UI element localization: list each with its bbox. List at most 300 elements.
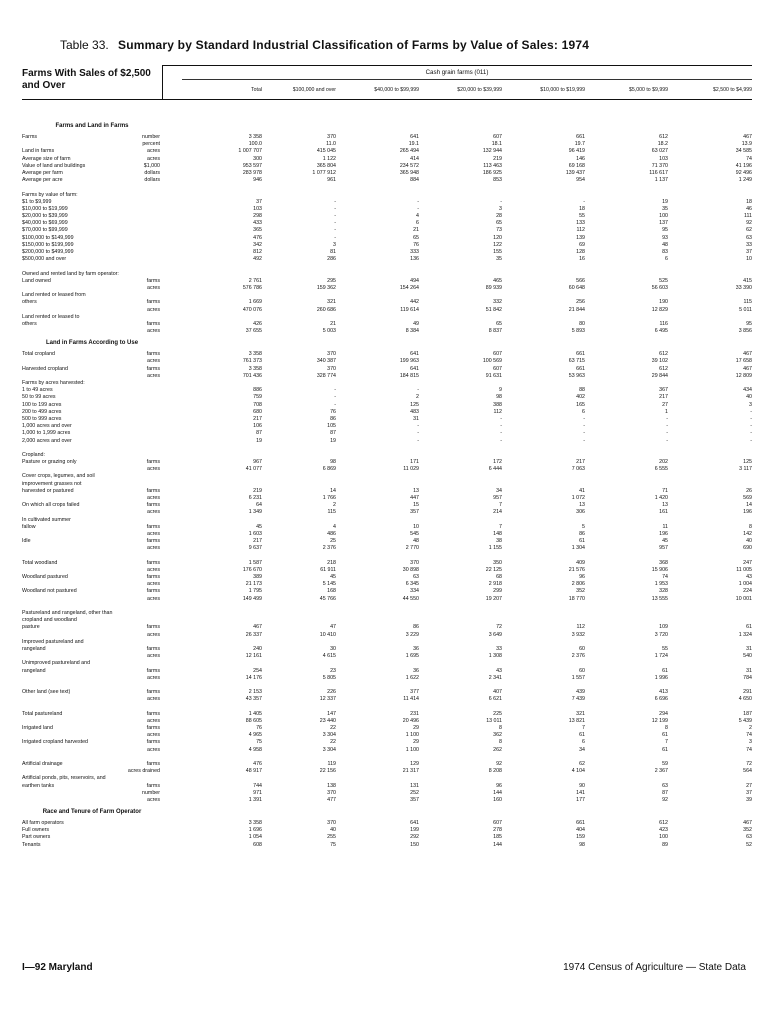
- cell-value: 43: [496, 667, 502, 674]
- row-unit: farms: [146, 502, 160, 509]
- table-row: [22, 646, 752, 653]
- cell-value: 16: [579, 256, 585, 263]
- cell-value: 255: [327, 834, 336, 841]
- cell-value: 115: [743, 299, 752, 306]
- cell-value: 6 444: [488, 466, 502, 473]
- cell-value: 3: [749, 401, 752, 408]
- row-unit: acres: [147, 796, 160, 803]
- column-headers: [162, 87, 752, 97]
- cell-value: -: [417, 423, 419, 430]
- row-label: Idle: [22, 538, 31, 545]
- row-label: Full owners: [22, 827, 50, 834]
- table-row: [22, 416, 752, 423]
- top-rule: [162, 65, 752, 66]
- cell-value: 68: [496, 574, 502, 581]
- cell-value: 3 358: [248, 351, 262, 358]
- row-unit: farms: [146, 351, 160, 358]
- cell-value: 19.1: [408, 141, 419, 148]
- table-row: [22, 739, 752, 746]
- cell-value: 2 376: [571, 653, 585, 660]
- cell-value: 55: [662, 645, 668, 652]
- row-unit: acres: [147, 631, 160, 638]
- cell-value: 139 437: [565, 169, 585, 176]
- table-row: [22, 524, 752, 531]
- cell-value: 56 603: [651, 284, 668, 291]
- row-label: Total cropland: [22, 351, 55, 358]
- cell-value: 661: [576, 134, 585, 140]
- table-row: [22, 438, 752, 445]
- row-label: Tenants: [22, 841, 41, 848]
- table-row: [22, 610, 752, 617]
- cell-value: 414: [410, 155, 419, 162]
- cell-value: 362: [493, 732, 502, 739]
- cell-value: 217: [253, 415, 262, 422]
- cell-value: 853: [493, 177, 502, 184]
- row-label: Farms by value of farm:: [22, 191, 78, 198]
- table-row: [22, 299, 752, 306]
- table-row: [22, 732, 752, 739]
- cell-value: 18: [579, 205, 585, 212]
- cell-value: 31: [746, 645, 752, 652]
- cell-value: 1 603: [248, 530, 262, 537]
- cell-value: 22 156: [319, 768, 336, 775]
- row-label: fallow: [22, 523, 36, 530]
- table-body: [22, 118, 752, 849]
- cell-value: 116: [659, 320, 668, 327]
- cell-value: 96 419: [568, 148, 585, 155]
- cell-value: 946: [253, 177, 262, 184]
- cell-value: 22 125: [485, 566, 502, 573]
- cell-value: 76: [330, 408, 336, 415]
- table-row: [22, 242, 752, 249]
- cell-value: 1 695: [405, 653, 419, 660]
- cell-value: 494: [410, 277, 419, 284]
- row-label: 2,000 acres and over: [22, 437, 72, 444]
- cell-value: 55: [579, 213, 585, 220]
- row-label: Land owned: [22, 277, 51, 284]
- cell-value: 187: [743, 710, 752, 717]
- cell-value: 219: [253, 487, 262, 494]
- row-label: 1,000 to 1,999 acres: [22, 430, 71, 437]
- cell-value: -: [417, 437, 419, 444]
- cell-value: 1 587: [248, 559, 262, 566]
- row-unit: acres: [147, 466, 160, 473]
- row-unit: acres: [147, 717, 160, 724]
- table-row: [22, 581, 752, 588]
- cell-value: 3 649: [488, 631, 502, 638]
- cell-value: 365: [253, 227, 262, 234]
- row-unit: acres: [147, 530, 160, 537]
- cell-value: 306: [576, 509, 585, 516]
- cell-value: 957: [493, 495, 502, 501]
- cell-value: 477: [327, 796, 336, 803]
- cell-value: 69: [579, 241, 585, 248]
- row-label: Cover crops, legumes, and soil: [22, 473, 95, 480]
- cell-value: 86: [330, 415, 336, 422]
- cell-value: 35: [496, 256, 502, 263]
- cell-value: 137: [659, 220, 668, 227]
- table-row: [22, 256, 752, 263]
- cell-value: 12 161: [245, 653, 262, 660]
- table-row: [22, 466, 752, 473]
- cell-value: 576 786: [242, 284, 262, 291]
- table-row: [22, 842, 752, 849]
- cell-value: 1 622: [405, 674, 419, 681]
- table-row: [22, 141, 752, 148]
- table-row: [22, 394, 752, 401]
- cell-value: 1 004: [738, 581, 752, 588]
- cell-value: 76: [413, 241, 419, 248]
- table-row: [22, 783, 752, 790]
- table-row: [22, 531, 752, 538]
- cell-value: 53 963: [568, 372, 585, 379]
- cell-value: 37: [746, 789, 752, 796]
- cell-value: 1 696: [248, 827, 262, 834]
- cell-value: 217: [659, 394, 668, 401]
- cell-value: 5 893: [571, 328, 585, 335]
- cell-value: 1 996: [654, 674, 668, 681]
- cell-value: 470 076: [242, 306, 262, 313]
- row-unit: farms: [146, 559, 160, 566]
- cell-value: 125: [410, 401, 419, 408]
- cell-value: -: [334, 387, 336, 394]
- cell-value: 298: [253, 213, 262, 220]
- cell-value: 1 155: [488, 545, 502, 552]
- cell-value: 388: [493, 401, 502, 408]
- cell-value: 61: [662, 732, 668, 739]
- row-unit: acres: [147, 372, 160, 379]
- cell-value: 1 100: [405, 732, 419, 739]
- cell-value: 234 572: [399, 162, 419, 169]
- table-row: [22, 321, 752, 328]
- table-row: [22, 553, 752, 560]
- cell-value: 177: [576, 796, 585, 803]
- cell-value: 186 925: [482, 169, 502, 176]
- cell-value: 98: [579, 841, 585, 848]
- cell-value: 407: [493, 689, 502, 696]
- row-unit: $1,000: [143, 162, 160, 169]
- table-row: [22, 682, 752, 689]
- table-row: [22, 509, 752, 516]
- cell-value: 128: [576, 249, 585, 255]
- cell-value: 641: [410, 134, 419, 140]
- table-row: [22, 452, 752, 459]
- cell-value: 71 370: [651, 162, 668, 169]
- cell-value: 29: [413, 725, 419, 731]
- row-unit: farms: [146, 782, 160, 789]
- cell-value: -: [583, 198, 585, 205]
- row-label: Average per farm: [22, 169, 63, 176]
- row-unit: farms: [146, 320, 160, 327]
- row-unit: farms: [146, 588, 160, 595]
- cell-value: 1 324: [738, 631, 752, 638]
- table-row: [22, 481, 752, 488]
- cell-value: 321: [327, 299, 336, 306]
- cell-value: 3: [499, 205, 502, 212]
- cell-value: 98: [496, 394, 502, 401]
- table-row: [22, 668, 752, 675]
- cell-value: 155: [493, 249, 502, 255]
- cell-value: 103: [659, 155, 668, 162]
- cell-value: 6 555: [654, 466, 668, 473]
- table-row: [22, 156, 752, 163]
- cell-value: 88: [579, 387, 585, 394]
- row-label: 50 to 99 acres: [22, 394, 56, 401]
- cell-value: 1 795: [248, 588, 262, 595]
- cell-value: 2 761: [248, 277, 262, 284]
- row-label: earthen tanks: [22, 782, 55, 789]
- row-label: Total pastureland: [22, 710, 63, 717]
- cell-value: -: [666, 415, 668, 422]
- cell-value: 370: [327, 789, 336, 796]
- cell-value: 5 011: [739, 306, 752, 313]
- cell-value: 13 821: [568, 717, 585, 724]
- row-unit: farms: [146, 760, 160, 767]
- table-row: [22, 725, 752, 732]
- cell-value: 340 387: [316, 358, 336, 365]
- cell-value: 225: [493, 710, 502, 717]
- cell-value: 76: [256, 725, 262, 731]
- table-row: [22, 366, 752, 373]
- cell-value: 1 953: [654, 581, 668, 588]
- cell-value: 1 072: [571, 495, 585, 501]
- group-heading: Cash grain farms (011): [425, 69, 489, 76]
- cell-value: 112: [576, 624, 585, 631]
- cell-value: 146: [576, 155, 585, 162]
- row-unit: acres: [147, 746, 160, 753]
- cell-value: 199: [410, 827, 419, 834]
- cell-value: 120: [493, 234, 502, 241]
- cell-value: 744: [253, 782, 262, 789]
- cell-value: 119 614: [400, 306, 419, 313]
- cell-value: 190: [659, 299, 668, 306]
- cell-value: 10 001: [735, 595, 752, 602]
- cell-value: 13 011: [486, 717, 502, 724]
- cell-value: 48: [662, 241, 668, 248]
- cell-value: -: [583, 430, 585, 437]
- cell-value: 7: [499, 523, 502, 530]
- cell-value: 492: [253, 256, 262, 263]
- row-unit: farms: [146, 574, 160, 581]
- cell-value: 7: [582, 725, 585, 731]
- cell-value: 63: [746, 834, 752, 841]
- row-unit: acres: [147, 732, 160, 739]
- cell-value: 69 168: [568, 162, 585, 169]
- table-row: [22, 170, 752, 177]
- table-row: [22, 184, 752, 191]
- cell-value: 661: [576, 365, 585, 372]
- cell-value: -: [334, 198, 336, 205]
- cell-value: 75: [256, 739, 262, 746]
- table-row: [22, 517, 752, 524]
- cell-value: 3 117: [739, 466, 752, 473]
- cell-value: 3 229: [405, 631, 419, 638]
- cell-value: 1: [665, 408, 668, 415]
- row-unit: farms: [146, 739, 160, 746]
- cell-value: 218: [327, 559, 336, 566]
- cell-value: 45: [330, 574, 336, 581]
- row-label: $40,000 to $69,999: [22, 220, 68, 227]
- cell-value: 967: [253, 459, 262, 466]
- table-row: [22, 213, 752, 220]
- cell-value: 92: [496, 760, 502, 767]
- cell-value: 7: [665, 739, 668, 746]
- row-unit: number: [142, 789, 160, 796]
- cell-value: 11 029: [403, 466, 419, 473]
- table-row: [22, 488, 752, 495]
- row-unit: acres: [147, 696, 160, 703]
- cell-value: -: [583, 437, 585, 444]
- cell-value: 10 410: [319, 631, 336, 638]
- table-row: [22, 263, 752, 270]
- cell-value: 136: [410, 256, 419, 263]
- row-label: cropland and woodland: [22, 617, 77, 624]
- cell-value: 51 842: [485, 306, 502, 313]
- cell-value: 176 670: [242, 566, 262, 573]
- row-label: Woodland pastured: [22, 574, 68, 581]
- table-row: [22, 387, 752, 394]
- cell-value: 350: [493, 559, 502, 566]
- cell-value: 352: [743, 827, 752, 834]
- cell-value: -: [583, 423, 585, 430]
- cell-value: 8: [665, 725, 668, 731]
- table-row: [22, 192, 752, 199]
- cell-value: 87: [256, 430, 262, 437]
- cell-value: 74: [746, 155, 752, 162]
- cell-value: 2: [416, 394, 419, 401]
- cell-value: 2 806: [571, 581, 585, 588]
- cell-value: 812: [253, 249, 262, 255]
- table-row: [22, 797, 752, 804]
- row-unit: number: [142, 134, 160, 140]
- table-row: [22, 790, 752, 797]
- cell-value: 283 978: [242, 169, 262, 176]
- cell-value: 4 958: [248, 746, 262, 753]
- row-label: Owned and rented land by farm operator:: [22, 270, 119, 277]
- row-label: $500,000 and over: [22, 256, 67, 263]
- row-label: Farms by acres harvested:: [22, 380, 85, 386]
- cell-value: 254: [253, 667, 262, 674]
- table-title: [60, 38, 750, 52]
- cell-value: 83: [662, 249, 668, 255]
- cell-value: 144: [493, 789, 502, 796]
- cell-value: 45 766: [319, 595, 336, 602]
- cell-value: 29: [413, 739, 419, 746]
- row-unit: farms: [146, 459, 160, 466]
- row-label: Other land (see text): [22, 689, 71, 696]
- table-row: [22, 653, 752, 660]
- cell-value: 28: [496, 213, 502, 220]
- cell-value: 8 837: [488, 328, 502, 335]
- row-label: Irrigated land: [22, 725, 53, 731]
- cell-value: 291: [743, 689, 752, 696]
- table-row: [22, 430, 752, 437]
- cell-value: 3 358: [248, 820, 262, 827]
- row-label: Value of land and buildings: [22, 162, 86, 169]
- cell-value: 370: [327, 365, 336, 372]
- cell-value: 165: [576, 401, 585, 408]
- table-row: [22, 292, 752, 299]
- table-row: [22, 703, 752, 710]
- cell-value: 957: [659, 545, 668, 552]
- cell-value: 60: [579, 645, 585, 652]
- cell-value: 45: [662, 538, 668, 545]
- cell-value: 2 341: [488, 674, 502, 681]
- cell-value: -: [334, 205, 336, 212]
- cell-value: 612: [659, 365, 668, 372]
- table-row: [22, 538, 752, 545]
- cell-value: 92: [746, 220, 752, 227]
- cell-value: 442: [410, 299, 419, 306]
- cell-value: -: [750, 408, 752, 415]
- cell-value: 6 869: [322, 466, 336, 473]
- cell-value: 133: [576, 220, 585, 227]
- cell-value: 147: [327, 710, 336, 717]
- cell-value: 5 439: [738, 717, 752, 724]
- cell-value: 22: [330, 725, 336, 731]
- cell-value: 23 440: [319, 717, 336, 724]
- cell-value: 612: [659, 134, 668, 140]
- cell-value: 52: [746, 841, 752, 848]
- cell-value: 103: [253, 205, 262, 212]
- cell-value: 63 027: [651, 148, 668, 155]
- cell-value: 2 153: [248, 689, 262, 696]
- cell-value: 368: [659, 559, 668, 566]
- cell-value: 370: [327, 134, 336, 140]
- cell-value: 365 948: [399, 169, 419, 176]
- cell-value: 641: [410, 820, 419, 827]
- cell-value: 5: [582, 523, 585, 530]
- row-label: Improved pastureland and: [22, 638, 84, 645]
- cell-value: 80: [579, 320, 585, 327]
- table-row: [22, 278, 752, 285]
- cell-value: 37: [746, 249, 752, 255]
- table-row: [22, 380, 752, 387]
- row-unit: acres: [147, 495, 160, 501]
- row-label: Artificial ponds, pits, reservoirs, and: [22, 775, 106, 782]
- cell-value: 149 499: [242, 595, 262, 602]
- cell-value: 33: [746, 241, 752, 248]
- cell-value: 202: [659, 459, 668, 466]
- cell-value: 98: [330, 459, 336, 466]
- column-header: Total: [251, 87, 262, 93]
- cell-value: 1 420: [654, 495, 668, 501]
- cell-value: 21 844: [568, 306, 585, 313]
- cell-value: 88 605: [245, 717, 262, 724]
- cell-value: 357: [410, 509, 419, 516]
- cell-value: 286: [327, 256, 336, 263]
- row-label: Artificial drainage: [22, 760, 63, 767]
- cell-value: 1 308: [488, 653, 502, 660]
- table-row: [22, 199, 752, 206]
- row-label: $200,000 to $499,999: [22, 249, 74, 255]
- row-unit: acres: [147, 509, 160, 516]
- cell-value: 63 715: [568, 358, 585, 365]
- cell-value: 886: [253, 387, 262, 394]
- cell-value: -: [750, 423, 752, 430]
- cell-value: 13: [413, 487, 419, 494]
- cell-value: 64: [256, 502, 262, 509]
- cell-value: 21 173: [245, 581, 262, 588]
- row-label: Pastureland and rangeland, other than: [22, 610, 113, 616]
- row-label: 1,000 acres and over: [22, 423, 72, 430]
- cell-value: 40: [746, 538, 752, 545]
- cell-value: 4: [333, 523, 336, 530]
- cell-value: 41 077: [245, 466, 262, 473]
- cell-value: 1 137: [654, 177, 668, 184]
- cell-value: 3 358: [248, 134, 262, 140]
- cell-value: 112: [493, 408, 502, 415]
